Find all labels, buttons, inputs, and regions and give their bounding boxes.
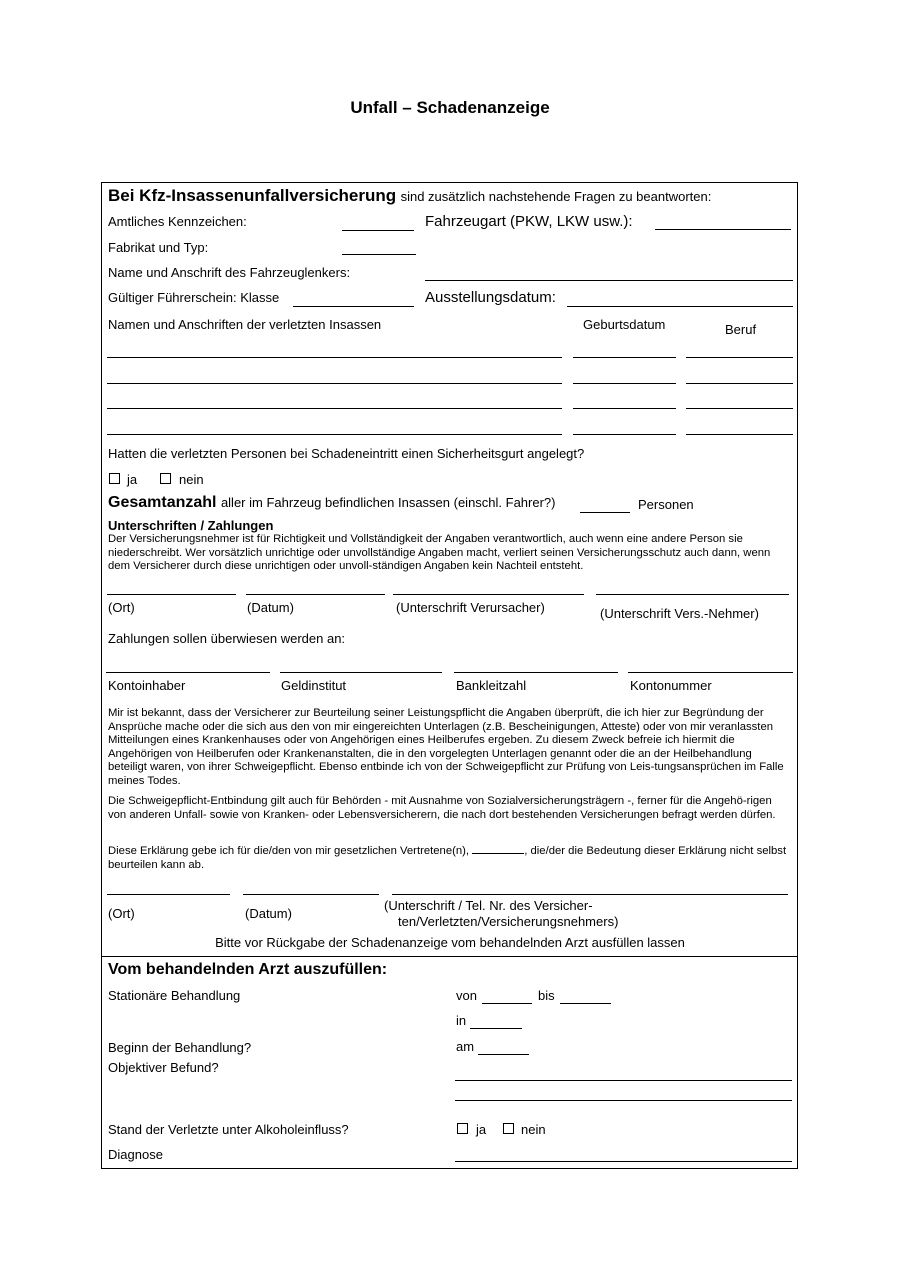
erklaerung-datum-line[interactable] bbox=[243, 894, 379, 895]
gesamtanzahl-rest: aller im Fahrzeug befindlichen Insassen (einschl. Fahrer?) bbox=[220, 495, 556, 510]
erklaerung-paragraph-3 bbox=[108, 843, 793, 872]
alkohol-ja-checkbox[interactable] bbox=[457, 1123, 468, 1134]
erklaerung-datum-label: (Datum) bbox=[245, 906, 292, 921]
befund-field-1[interactable] bbox=[455, 1080, 792, 1081]
gesamtanzahl-bold: Gesamtanzahl bbox=[108, 494, 217, 511]
in-field[interactable] bbox=[470, 1028, 522, 1029]
erklaerung-ort-line[interactable] bbox=[107, 894, 230, 895]
sicherheitsgurt-ja-checkbox[interactable] bbox=[109, 473, 120, 484]
sicherheitsgurt-nein-checkbox[interactable] bbox=[160, 473, 171, 484]
erklaerung-paragraph-1: Mir ist bekannt, dass der Versicherer zur Beurteilung seiner Leistungspflicht die Angaben überprüft, die ich hier zur Begründung der Ansprüche mache oder die sich aus den von mir eingereichten Unterlagen (z.B. Bescheinigungen, Atteste) oder von mir veranlassten Mitteilungen eines Krankenhauses oder von Angehörigen eines Heilberufes ergeben. Zu diesem Zweck befreie ich hiermit die Angehörigen von Heilberufen oder Krankenanstalten, die in den vorgelegten Unterlagen genannt oder die an der Heilbehandlung beteiligt waren, von ihrer Schweigepflicht. Ebenso entbinde ich von der Schweigepflicht zur Prüfung von Leis-tungsansprüchen im Falle meines Todes. bbox=[108, 707, 784, 787]
ort-signature-line[interactable] bbox=[107, 594, 236, 595]
kennzeichen-field[interactable] bbox=[342, 230, 414, 231]
arzt-heading: Vom behandelnden Arzt auszufüllen: bbox=[108, 961, 388, 978]
von-field[interactable] bbox=[482, 1003, 532, 1004]
fuehrerschein-klasse-field[interactable] bbox=[293, 306, 414, 307]
unterschrift-verursacher-label: (Unterschrift Verursacher) bbox=[396, 600, 545, 615]
vertretene-field[interactable] bbox=[472, 843, 524, 854]
kfz-heading-bold: Bei Kfz-Insassenunfallversicherung bbox=[108, 186, 397, 205]
insasse-3-beruf-field[interactable] bbox=[686, 408, 793, 409]
insasse-3-geburtsdatum-field[interactable] bbox=[573, 408, 676, 409]
befund-label: Objektiver Befund? bbox=[108, 1060, 219, 1075]
alkohol-nein-checkbox[interactable] bbox=[503, 1123, 514, 1134]
insasse-4-geburtsdatum-field[interactable] bbox=[573, 434, 676, 435]
alkohol-ja-label: ja bbox=[476, 1122, 487, 1137]
fabrikat-label: Fabrikat und Typ: bbox=[108, 240, 209, 255]
ort-label: (Ort) bbox=[108, 600, 135, 615]
insasse-2-beruf-field[interactable] bbox=[686, 383, 793, 384]
fahrzeugart-field[interactable] bbox=[655, 229, 791, 230]
erklaerung-unterschrift-label-1: (Unterschrift / Tel. Nr. des Versicher- bbox=[384, 898, 593, 913]
zahlungen-label: Zahlungen sollen überwiesen werden an: bbox=[108, 631, 346, 646]
bis-label: bis bbox=[538, 988, 555, 1003]
stationaer-label: Stationäre Behandlung bbox=[108, 988, 241, 1003]
erklaerung-p3-b: , die/der die Bedeutung dieser Erklärung nicht selbst beurteilen kann ab. bbox=[108, 845, 787, 871]
gesamtanzahl-field[interactable] bbox=[580, 512, 630, 513]
insasse-1-geburtsdatum-field[interactable] bbox=[573, 357, 676, 358]
bankleitzahl-field[interactable] bbox=[454, 672, 618, 673]
geldinstitut-field[interactable] bbox=[280, 672, 442, 673]
kontoinhaber-label: Kontoinhaber bbox=[108, 678, 186, 693]
insasse-4-beruf-field[interactable] bbox=[686, 434, 793, 435]
kennzeichen-label: Amtliches Kennzeichen: bbox=[108, 214, 247, 229]
kfz-heading-rest: sind zusätzlich nachstehende Fragen zu beantworten: bbox=[400, 189, 712, 204]
insasse-1-name-field[interactable] bbox=[107, 357, 562, 358]
befund-field-2[interactable] bbox=[455, 1100, 792, 1101]
fabrikat-field[interactable] bbox=[342, 254, 416, 255]
fahrzeuglenker-field[interactable] bbox=[425, 280, 793, 281]
fuehrerschein-label: Gültiger Führerschein: Klasse bbox=[108, 290, 280, 305]
alkohol-label: Stand der Verletzte unter Alkoholeinfluss? bbox=[108, 1122, 349, 1137]
kontonummer-label: Kontonummer bbox=[630, 678, 712, 693]
unterschriften-heading: Unterschriften / Zahlungen bbox=[108, 518, 274, 533]
erklaerung-unterschrift-line[interactable] bbox=[392, 894, 788, 895]
sicherheitsgurt-nein-label: nein bbox=[179, 472, 204, 487]
beruf-label: Beruf bbox=[725, 322, 757, 337]
insasse-2-name-field[interactable] bbox=[107, 383, 562, 384]
insasse-4-name-field[interactable] bbox=[107, 434, 562, 435]
datum-signature-line[interactable] bbox=[246, 594, 385, 595]
kfz-heading bbox=[108, 186, 711, 206]
insassen-label: Namen und Anschriften der verletzten Insassen bbox=[108, 317, 382, 332]
sicherheitsgurt-question: Hatten die verletzten Personen bei Schadeneintritt einen Sicherheitsgurt angelegt? bbox=[108, 446, 585, 461]
datum-label: (Datum) bbox=[247, 600, 294, 615]
gesamtanzahl-row bbox=[108, 494, 555, 512]
page-title: Unfall – Schadenanzeige bbox=[350, 98, 550, 117]
ausstellungsdatum-label: Ausstellungsdatum: bbox=[425, 289, 556, 306]
nehmer-signature-line[interactable] bbox=[596, 594, 789, 595]
personen-label: Personen bbox=[638, 497, 694, 512]
am-field[interactable] bbox=[478, 1054, 529, 1055]
diagnose-label: Diagnose bbox=[108, 1147, 163, 1162]
erklaerung-p3-a: Diese Erklärung gebe ich für die/den von mir gesetzlichen Vertretene(n), bbox=[108, 845, 470, 857]
bis-field[interactable] bbox=[560, 1003, 611, 1004]
fahrzeuglenker-label: Name und Anschrift des Fahrzeuglenkers: bbox=[108, 265, 351, 280]
erklaerung-paragraph-2: Die Schweigepflicht-Entbindung gilt auch für Behörden - mit Ausnahme von Sozialversicherungsträgern -, ferner für die Angehö-rigen von anderen Unfall- sowie von Kranken- oder Lebensversicherern, die nach dort bestehenden Versicherungen befragt werden dürfen. bbox=[108, 795, 776, 821]
geldinstitut-label: Geldinstitut bbox=[281, 678, 347, 693]
insasse-2-geburtsdatum-field[interactable] bbox=[573, 383, 676, 384]
von-label: von bbox=[456, 988, 477, 1003]
geburtsdatum-label: Geburtsdatum bbox=[583, 317, 666, 332]
alkohol-nein-label: nein bbox=[521, 1122, 546, 1137]
erklaerung-unterschrift-label-2: ten/Verletzten/Versicherungsnehmers) bbox=[398, 914, 619, 929]
erklaerung-ort-label: (Ort) bbox=[108, 906, 135, 921]
ausstellungsdatum-field[interactable] bbox=[567, 306, 793, 307]
kontonummer-field[interactable] bbox=[628, 672, 793, 673]
insasse-3-name-field[interactable] bbox=[107, 408, 562, 409]
diagnose-field[interactable] bbox=[455, 1161, 792, 1162]
fahrzeugart-label: Fahrzeugart (PKW, LKW usw.): bbox=[425, 213, 633, 230]
unterschriften-text: Der Versicherungsnehmer ist für Richtigkeit und Vollständigkeit der Angaben verantwortlich, auch wenn eine andere Person sie niederschreibt. Wer vorsätzlich unrichtige oder unvollständige Angaben macht, verliert seinen Versicherungsschutz auch dann, wenn dem Versicherer durch diese unrichtigen oder unvoll-ständigen Angaben kein Nachteil entsteht. bbox=[108, 533, 771, 573]
insasse-1-beruf-field[interactable] bbox=[686, 357, 793, 358]
unterschrift-nehmer-label: (Unterschrift Vers.-Nehmer) bbox=[600, 606, 759, 621]
am-label: am bbox=[456, 1039, 475, 1054]
in-label: in bbox=[456, 1013, 467, 1028]
sicherheitsgurt-ja-label: ja bbox=[127, 472, 138, 487]
bankleitzahl-label: Bankleitzahl bbox=[456, 678, 527, 693]
beginn-label: Beginn der Behandlung? bbox=[108, 1040, 252, 1055]
rueckgabe-note: Bitte vor Rückgabe der Schadenanzeige vom behandelnden Arzt ausfüllen lassen bbox=[215, 935, 685, 950]
kontoinhaber-field[interactable] bbox=[106, 672, 270, 673]
verursacher-signature-line[interactable] bbox=[393, 594, 584, 595]
